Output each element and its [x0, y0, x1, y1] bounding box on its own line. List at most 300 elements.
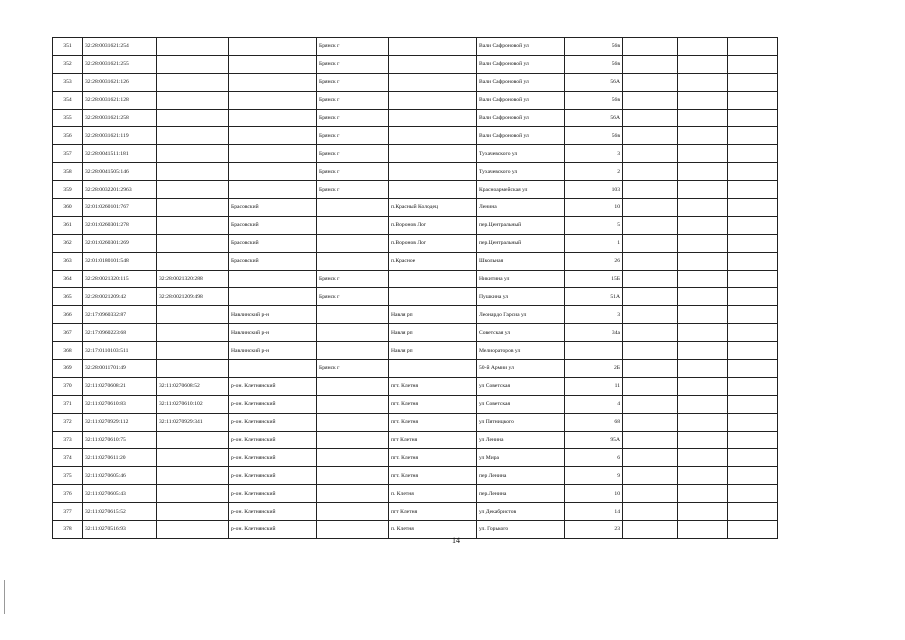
extra-col-3-cell — [728, 503, 778, 521]
cadastral-number-cell: 32:28:0031621:119 — [83, 127, 157, 145]
table-row — [53, 467, 778, 485]
settlement-cell: п. Клетня — [389, 521, 477, 539]
street-cell: Вали Сафроновой ул — [477, 109, 565, 127]
house-number-cell: 95А — [565, 431, 623, 449]
district-cell: р-он. Клетнянский — [229, 503, 317, 521]
linked-cadastral-number-cell — [157, 485, 229, 503]
cadastral-number-cell: 32:28:0021320:115 — [83, 270, 157, 288]
settlement-cell — [389, 288, 477, 306]
extra-col-2-cell — [678, 216, 728, 234]
extra-col-2-cell — [678, 234, 728, 252]
extra-col-2-cell — [678, 413, 728, 431]
house-number-cell: 2 — [565, 163, 623, 181]
district-cell: Брасовский — [229, 234, 317, 252]
linked-cadastral-number-cell — [157, 342, 229, 360]
city-cell — [317, 342, 389, 360]
settlement-cell: пгт Клетня — [389, 503, 477, 521]
settlement-cell: Навля рп — [389, 342, 477, 360]
linked-cadastral-number-cell — [157, 38, 229, 56]
row-number-cell: 373 — [53, 431, 83, 449]
settlement-cell — [389, 270, 477, 288]
city-cell: Брянск г — [317, 163, 389, 181]
cadastral-number-cell: 32:11:0270610:75 — [83, 431, 157, 449]
extra-col-1-cell — [623, 306, 678, 324]
extra-col-2-cell — [678, 163, 728, 181]
extra-col-3-cell — [728, 377, 778, 395]
extra-col-2-cell — [678, 181, 728, 199]
district-cell: Навлинский р-н — [229, 324, 317, 342]
table-row — [53, 503, 778, 521]
house-number-cell: 68 — [565, 413, 623, 431]
street-cell: Вали Сафроновой ул — [477, 91, 565, 109]
cadastral-number-cell: 32:11:0270516:93 — [83, 521, 157, 539]
city-cell — [317, 324, 389, 342]
settlement-cell — [389, 360, 477, 378]
linked-cadastral-number-cell — [157, 91, 229, 109]
row-number-cell: 364 — [53, 270, 83, 288]
extra-col-2-cell — [678, 270, 728, 288]
street-cell: Ленина — [477, 199, 565, 217]
table-row — [53, 431, 778, 449]
house-number-cell: 4 — [565, 395, 623, 413]
table-row — [53, 216, 778, 234]
extra-col-3-cell — [728, 467, 778, 485]
extra-col-3-cell — [728, 252, 778, 270]
linked-cadastral-number-cell — [157, 252, 229, 270]
city-cell: Брянск г — [317, 145, 389, 163]
extra-col-1-cell — [623, 431, 678, 449]
extra-col-3-cell — [728, 163, 778, 181]
row-number-cell: 371 — [53, 395, 83, 413]
city-cell — [317, 503, 389, 521]
street-cell: Вали Сафроновой ул — [477, 55, 565, 73]
district-cell: р-он. Клетнянский — [229, 377, 317, 395]
linked-cadastral-number-cell — [157, 521, 229, 539]
house-number-cell: 26 — [565, 252, 623, 270]
extra-col-2-cell — [678, 38, 728, 56]
district-cell — [229, 270, 317, 288]
table-row — [53, 145, 778, 163]
extra-col-3-cell — [728, 413, 778, 431]
street-cell: Красноармейская ул — [477, 181, 565, 199]
table-row — [53, 234, 778, 252]
row-number-cell: 362 — [53, 234, 83, 252]
table-row — [53, 324, 778, 342]
settlement-cell: пгт. Клетня — [389, 413, 477, 431]
cadastral-number-cell: 32:28:0041505:146 — [83, 163, 157, 181]
extra-col-1-cell — [623, 38, 678, 56]
row-number-cell: 366 — [53, 306, 83, 324]
extra-col-1-cell — [623, 109, 678, 127]
linked-cadastral-number-cell — [157, 503, 229, 521]
district-cell: Брасовский — [229, 216, 317, 234]
district-cell: р-он. Клетнянский — [229, 485, 317, 503]
extra-col-2-cell — [678, 145, 728, 163]
extra-col-3-cell — [728, 521, 778, 539]
city-cell: Брянск г — [317, 181, 389, 199]
cadastral-number-cell: 32:28:0031621:126 — [83, 73, 157, 91]
extra-col-1-cell — [623, 485, 678, 503]
row-number-cell: 365 — [53, 288, 83, 306]
extra-col-3-cell — [728, 91, 778, 109]
linked-cadastral-number-cell — [157, 234, 229, 252]
extra-col-1-cell — [623, 73, 678, 91]
cadastral-number-cell: 32:28:0031621:258 — [83, 109, 157, 127]
cadastral-number-cell: 32:28:0021209:42 — [83, 288, 157, 306]
extra-col-2-cell — [678, 91, 728, 109]
table-row — [53, 109, 778, 127]
house-number-cell: 15Б — [565, 270, 623, 288]
district-cell — [229, 163, 317, 181]
linked-cadastral-number-cell: 32:28:0021320:288 — [157, 270, 229, 288]
district-cell — [229, 91, 317, 109]
settlement-cell — [389, 73, 477, 91]
city-cell — [317, 467, 389, 485]
row-number-cell: 367 — [53, 324, 83, 342]
row-number-cell: 368 — [53, 342, 83, 360]
settlement-cell: п.Красный Колодец — [389, 199, 477, 217]
house-number-cell: 56в — [565, 91, 623, 109]
table-row — [53, 181, 778, 199]
house-number-cell: 103 — [565, 181, 623, 199]
extra-col-1-cell — [623, 360, 678, 378]
extra-col-3-cell — [728, 306, 778, 324]
house-number-cell: 56в — [565, 38, 623, 56]
district-cell: р-он. Клетнянский — [229, 395, 317, 413]
table-row — [53, 377, 778, 395]
city-cell — [317, 234, 389, 252]
city-cell — [317, 216, 389, 234]
street-cell: пер.Центральный — [477, 216, 565, 234]
extra-col-1-cell — [623, 145, 678, 163]
linked-cadastral-number-cell — [157, 181, 229, 199]
row-number-cell: 363 — [53, 252, 83, 270]
district-cell — [229, 181, 317, 199]
city-cell — [317, 199, 389, 217]
settlement-cell: Навля рп — [389, 324, 477, 342]
district-cell: р-он. Клетнянский — [229, 449, 317, 467]
extra-col-3-cell — [728, 73, 778, 91]
extra-col-3-cell — [728, 360, 778, 378]
cadastral-number-cell: 32:28:0031621:254 — [83, 38, 157, 56]
house-number-cell — [565, 342, 623, 360]
table-row — [53, 342, 778, 360]
house-number-cell: 1 — [565, 234, 623, 252]
cadastral-number-cell: 32:17:0960332:87 — [83, 306, 157, 324]
cadastral-number-cell: 32:28:0032201:2963 — [83, 181, 157, 199]
settlement-cell — [389, 109, 477, 127]
street-cell: ул Советская — [477, 377, 565, 395]
row-number-cell: 354 — [53, 91, 83, 109]
linked-cadastral-number-cell — [157, 431, 229, 449]
row-number-cell: 361 — [53, 216, 83, 234]
city-cell — [317, 306, 389, 324]
settlement-cell: Навля рп — [389, 306, 477, 324]
extra-col-3-cell — [728, 395, 778, 413]
house-number-cell: 9 — [565, 467, 623, 485]
house-number-cell: 56в — [565, 55, 623, 73]
extra-col-3-cell — [728, 342, 778, 360]
district-cell: Навлинский р-н — [229, 306, 317, 324]
extra-col-2-cell — [678, 467, 728, 485]
linked-cadastral-number-cell — [157, 449, 229, 467]
district-cell — [229, 145, 317, 163]
settlement-cell: п.Красное — [389, 252, 477, 270]
street-cell: Пушкина ул — [477, 288, 565, 306]
linked-cadastral-number-cell — [157, 306, 229, 324]
extra-col-2-cell — [678, 342, 728, 360]
linked-cadastral-number-cell — [157, 199, 229, 217]
house-number-cell: 56в — [565, 127, 623, 145]
district-cell — [229, 288, 317, 306]
cadastral-number-cell: 32:17:0960223:68 — [83, 324, 157, 342]
row-number-cell: 352 — [53, 55, 83, 73]
district-cell: р-он. Клетнянский — [229, 431, 317, 449]
row-number-cell: 359 — [53, 181, 83, 199]
cadastral-number-cell: 32:11:0270611:20 — [83, 449, 157, 467]
street-cell: ул Ленина — [477, 431, 565, 449]
city-cell — [317, 449, 389, 467]
table-row — [53, 38, 778, 56]
settlement-cell: пгт. Клетня — [389, 377, 477, 395]
settlement-cell — [389, 91, 477, 109]
city-cell — [317, 395, 389, 413]
cadastral-number-cell: 32:01:0260101:767 — [83, 199, 157, 217]
extra-col-3-cell — [728, 38, 778, 56]
city-cell: Брянск г — [317, 38, 389, 56]
extra-col-1-cell — [623, 270, 678, 288]
extra-col-1-cell — [623, 288, 678, 306]
extra-col-1-cell — [623, 377, 678, 395]
cadastral-number-cell: 32:01:0180101:548 — [83, 252, 157, 270]
extra-col-1-cell — [623, 395, 678, 413]
extra-col-3-cell — [728, 55, 778, 73]
city-cell — [317, 431, 389, 449]
extra-col-3-cell — [728, 199, 778, 217]
street-cell: ул Пятницкого — [477, 413, 565, 431]
extra-col-1-cell — [623, 234, 678, 252]
street-cell: ул Советская — [477, 395, 565, 413]
street-cell: ул Декабристов — [477, 503, 565, 521]
extra-col-2-cell — [678, 73, 728, 91]
linked-cadastral-number-cell: 32:11:0270608:52 — [157, 377, 229, 395]
city-cell: Брянск г — [317, 288, 389, 306]
settlement-cell: п.Воронов Лог — [389, 234, 477, 252]
cadastral-number-cell: 32:11:0270608:21 — [83, 377, 157, 395]
district-cell — [229, 109, 317, 127]
table-row — [53, 449, 778, 467]
house-number-cell: 3 — [565, 306, 623, 324]
city-cell: Брянск г — [317, 127, 389, 145]
extra-col-3-cell — [728, 109, 778, 127]
row-number-cell: 358 — [53, 163, 83, 181]
cadastral-number-cell: 32:11:0270610:83 — [83, 395, 157, 413]
extra-col-2-cell — [678, 306, 728, 324]
city-cell — [317, 521, 389, 539]
house-number-cell: 34а — [565, 324, 623, 342]
table-row — [53, 73, 778, 91]
linked-cadastral-number-cell: 32:11:0270610:102 — [157, 395, 229, 413]
row-number-cell: 355 — [53, 109, 83, 127]
extra-col-2-cell — [678, 199, 728, 217]
linked-cadastral-number-cell — [157, 324, 229, 342]
house-number-cell: 10 — [565, 199, 623, 217]
table-row — [53, 413, 778, 431]
district-cell — [229, 55, 317, 73]
extra-col-1-cell — [623, 216, 678, 234]
extra-col-3-cell — [728, 324, 778, 342]
row-number-cell: 356 — [53, 127, 83, 145]
extra-col-2-cell — [678, 109, 728, 127]
settlement-cell — [389, 127, 477, 145]
linked-cadastral-number-cell — [157, 467, 229, 485]
table-row — [53, 252, 778, 270]
district-cell — [229, 360, 317, 378]
linked-cadastral-number-cell: 32:11:0270929:341 — [157, 413, 229, 431]
cadastral-number-cell: 32:28:0041511:181 — [83, 145, 157, 163]
city-cell — [317, 377, 389, 395]
row-number-cell: 360 — [53, 199, 83, 217]
extra-col-2-cell — [678, 360, 728, 378]
extra-col-2-cell — [678, 503, 728, 521]
district-cell — [229, 38, 317, 56]
street-cell: Вали Сафроновой ул — [477, 73, 565, 91]
table-row — [53, 360, 778, 378]
linked-cadastral-number-cell — [157, 360, 229, 378]
extra-col-1-cell — [623, 199, 678, 217]
street-cell: пер Ленина — [477, 467, 565, 485]
street-cell: Вали Сафроновой ул — [477, 127, 565, 145]
cadastral-number-cell: 32:11:0270605:43 — [83, 485, 157, 503]
linked-cadastral-number-cell — [157, 216, 229, 234]
row-number-cell: 351 — [53, 38, 83, 56]
house-number-cell: 14 — [565, 503, 623, 521]
row-number-cell: 376 — [53, 485, 83, 503]
settlement-cell — [389, 38, 477, 56]
extra-col-1-cell — [623, 342, 678, 360]
cadastral-number-cell: 32:28:0011701:49 — [83, 360, 157, 378]
table-row — [53, 521, 778, 539]
city-cell: Брянск г — [317, 270, 389, 288]
cadastral-number-cell: 32:11:0270615:52 — [83, 503, 157, 521]
house-number-cell: 56А — [565, 109, 623, 127]
extra-col-2-cell — [678, 395, 728, 413]
table-row — [53, 485, 778, 503]
table-row — [53, 55, 778, 73]
settlement-cell — [389, 55, 477, 73]
cadastral-number-cell: 32:11:0270929:112 — [83, 413, 157, 431]
extra-col-3-cell — [728, 270, 778, 288]
extra-col-1-cell — [623, 55, 678, 73]
extra-col-3-cell — [728, 145, 778, 163]
settlement-cell: пгт. Клетня — [389, 449, 477, 467]
table-row — [53, 306, 778, 324]
linked-cadastral-number-cell: 32:28:0021209:498 — [157, 288, 229, 306]
settlement-cell — [389, 163, 477, 181]
extra-col-3-cell — [728, 127, 778, 145]
house-number-cell: 2Б — [565, 360, 623, 378]
cadastral-number-cell: 32:17:0110103:511 — [83, 342, 157, 360]
row-number-cell: 378 — [53, 521, 83, 539]
extra-col-2-cell — [678, 449, 728, 467]
street-cell: Тухачевского ул — [477, 163, 565, 181]
extra-col-2-cell — [678, 521, 728, 539]
row-number-cell: 353 — [53, 73, 83, 91]
settlement-cell: пгт. Клетня — [389, 467, 477, 485]
city-cell: Брянск г — [317, 109, 389, 127]
district-cell: р-он. Клетнянский — [229, 413, 317, 431]
row-number-cell: 357 — [53, 145, 83, 163]
extra-col-3-cell — [728, 234, 778, 252]
house-number-cell: 56А — [565, 73, 623, 91]
extra-col-3-cell — [728, 181, 778, 199]
cadastral-number-cell: 32:01:0260301:278 — [83, 216, 157, 234]
row-number-cell: 374 — [53, 449, 83, 467]
house-number-cell: 10 — [565, 485, 623, 503]
settlement-cell: пгт. Клетня — [389, 395, 477, 413]
scan-edge-mark — [4, 580, 5, 614]
city-cell: Брянск г — [317, 360, 389, 378]
row-number-cell: 369 — [53, 360, 83, 378]
house-number-cell: 3 — [565, 145, 623, 163]
street-cell: ул Мира — [477, 449, 565, 467]
cadastral-number-cell: 32:28:0031621:255 — [83, 55, 157, 73]
district-cell — [229, 127, 317, 145]
registry-table — [52, 37, 778, 539]
street-cell: ул. Горького — [477, 521, 565, 539]
street-cell: Вали Сафроновой ул — [477, 38, 565, 56]
row-number-cell: 375 — [53, 467, 83, 485]
settlement-cell — [389, 181, 477, 199]
street-cell: 50-й Армии ул — [477, 360, 565, 378]
house-number-cell: 5 — [565, 216, 623, 234]
linked-cadastral-number-cell — [157, 127, 229, 145]
house-number-cell: 23 — [565, 521, 623, 539]
street-cell: Мелиораторов ул — [477, 342, 565, 360]
table-row — [53, 199, 778, 217]
cadastral-number-cell: 32:11:0270605:46 — [83, 467, 157, 485]
settlement-cell: пгт Клетня — [389, 431, 477, 449]
table-row — [53, 288, 778, 306]
city-cell: Брянск г — [317, 73, 389, 91]
linked-cadastral-number-cell — [157, 163, 229, 181]
street-cell: Леонардо Гарсиа ул — [477, 306, 565, 324]
extra-col-1-cell — [623, 181, 678, 199]
street-cell: Тухачевского ул — [477, 145, 565, 163]
extra-col-1-cell — [623, 503, 678, 521]
settlement-cell: п. Клетня — [389, 485, 477, 503]
table-row — [53, 270, 778, 288]
row-number-cell: 377 — [53, 503, 83, 521]
extra-col-3-cell — [728, 431, 778, 449]
linked-cadastral-number-cell — [157, 73, 229, 91]
page-number: 14 — [452, 536, 460, 545]
city-cell — [317, 413, 389, 431]
settlement-cell: п.Воронов Лог — [389, 216, 477, 234]
extra-col-1-cell — [623, 163, 678, 181]
extra-col-1-cell — [623, 91, 678, 109]
row-number-cell: 372 — [53, 413, 83, 431]
house-number-cell: 51А — [565, 288, 623, 306]
extra-col-2-cell — [678, 127, 728, 145]
extra-col-2-cell — [678, 377, 728, 395]
street-cell: Никитина ул — [477, 270, 565, 288]
extra-col-1-cell — [623, 521, 678, 539]
cadastral-number-cell: 32:01:0260301:269 — [83, 234, 157, 252]
linked-cadastral-number-cell — [157, 109, 229, 127]
extra-col-2-cell — [678, 485, 728, 503]
district-cell: Брасовский — [229, 199, 317, 217]
